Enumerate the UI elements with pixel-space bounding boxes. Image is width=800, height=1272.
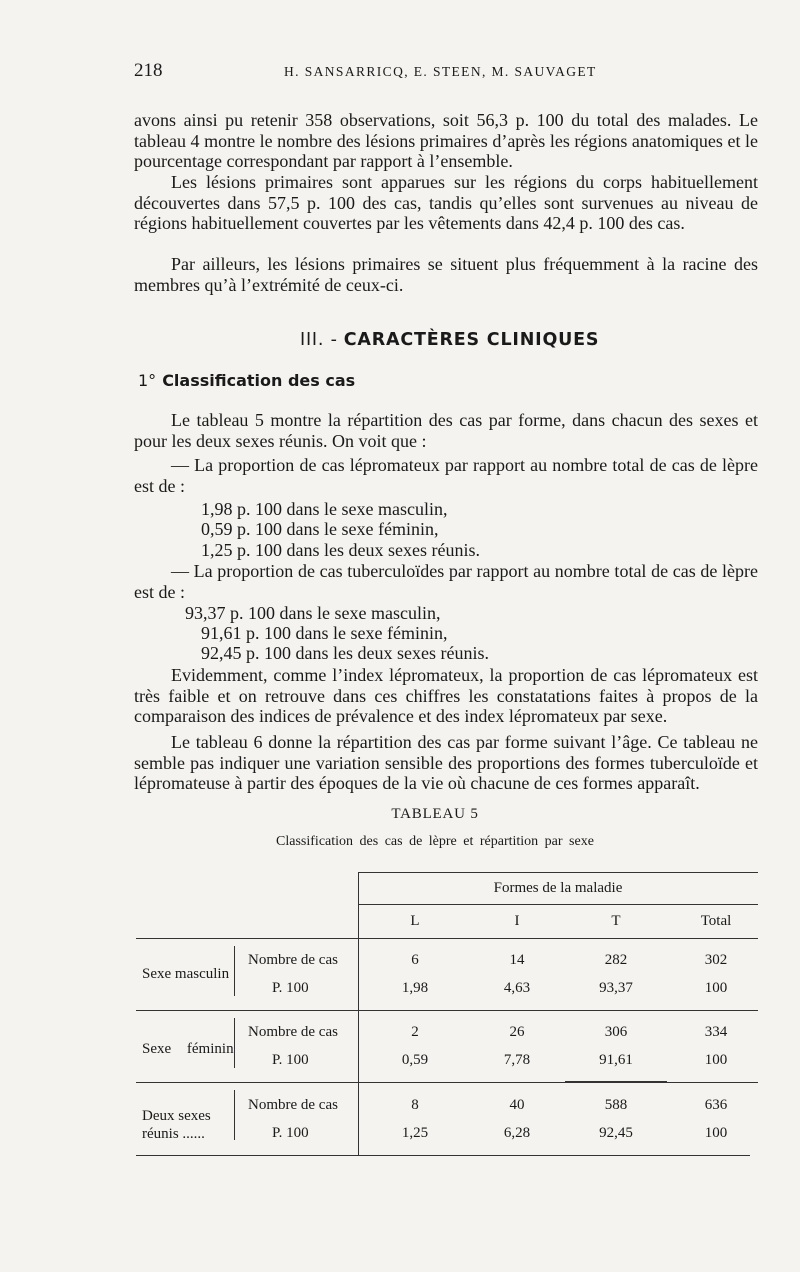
paragraph-7: Evidemment, comme l’index lépromateux, la proportion de cas lépromateux est très faible et on retrouve dans ces chiffres les constatations faites à propos de la comparaison des indices de prévalence et des index lépromateux par sexe.: [134, 665, 758, 727]
row-label-count: Nombre de cas: [248, 952, 338, 968]
table-cell: 282: [604, 952, 628, 968]
column-header-t: T: [611, 913, 621, 929]
section-title: CARACTÈRES CLINIQUES: [343, 330, 600, 350]
table-cell: 302: [704, 952, 728, 968]
paragraph-4: Le tableau 5 montre la répartition des cas par forme, dans chacun des sexes et pour les deux sexes réunis. On voit que :: [134, 410, 758, 451]
table-cell: 6,28: [503, 1125, 531, 1141]
row-label-pct: P. 100: [272, 1052, 309, 1068]
paragraph-2: Les lésions primaires sont apparues sur les régions du corps habituellement découvertes dans 57,5 p. 100 des cas, tandis qu’elles sont survenues au niveau de régions habituellement couvertes par les vêtements dans 42,4 p. 100 des cas.: [134, 172, 758, 234]
group-label-both-line1: Deux sexes: [142, 1108, 211, 1124]
list-item-lepro-male: 1,98 p. 100 dans le sexe masculin,: [201, 499, 448, 519]
paragraph-3: Par ailleurs, les lésions primaires se situent plus fréquemment à la racine des membres qu’à l’extrémité de ceux-ci.: [134, 254, 758, 295]
group-label-female: Sexe féminin: [142, 1041, 234, 1057]
group-bracket-2: [234, 1018, 235, 1068]
list-item-lepro-female: 0,59 p. 100 dans le sexe féminin,: [201, 519, 439, 539]
column-header-i: I: [514, 913, 520, 929]
subsection-number: 1°: [138, 371, 157, 390]
row-label-pct: P. 100: [272, 1125, 309, 1141]
table-cell: 100: [704, 980, 728, 996]
row-label-count: Nombre de cas: [248, 1097, 338, 1113]
table-bottom-rule: [136, 1155, 750, 1156]
section-heading: [300, 330, 599, 350]
table-cell: 4,63: [503, 980, 531, 996]
group-bracket-1: [234, 946, 235, 996]
table-cell: 636: [704, 1097, 728, 1113]
paragraph-8: Le tableau 6 donne la répartition des cas par forme suivant l’âge. Ce tableau ne semble pas indiquer une variation sensible des proportions des formes tuberculoïde et lépromateuse à partir des époques de la vie où chacune de ces formes apparaît.: [134, 732, 758, 794]
table-group-header: Formes de la maladie: [493, 880, 623, 896]
table-subtitle: Classification des cas de lèpre et répartition par sexe: [276, 834, 594, 849]
group-bracket-3: [234, 1090, 235, 1140]
page-header: [134, 60, 758, 88]
column-header-l: L: [410, 913, 420, 929]
table-top-rule: [358, 872, 758, 873]
list-item-lepro-both: 1,25 p. 100 dans les deux sexes réunis.: [201, 540, 480, 560]
table-cell: 100: [704, 1052, 728, 1068]
table-cell: 0,59: [401, 1052, 429, 1068]
group-label-both-line2: réunis ......: [142, 1126, 205, 1142]
table-cell: 40: [509, 1097, 525, 1113]
table-cell: 26: [509, 1024, 525, 1040]
subsection-title: Classification des cas: [162, 371, 356, 390]
table-row-rule-1: [136, 1010, 758, 1011]
column-header-total: Total: [700, 913, 732, 929]
table-cell: 14: [509, 952, 525, 968]
table-cell: 1,98: [401, 980, 429, 996]
table-caption: TABLEAU 5: [391, 806, 479, 822]
table-cell: 100: [704, 1125, 728, 1141]
table-cell: 6: [411, 952, 419, 968]
table-emphasis-rule: [565, 1081, 667, 1083]
table-cell: 588: [604, 1097, 628, 1113]
table-cell: 2: [411, 1024, 419, 1040]
list-item-tuber-both: 92,45 p. 100 dans les deux sexes réunis.: [201, 643, 489, 663]
paragraph-6: — La proportion de cas tuberculoïdes par rapport au nombre total de cas de lèpre est de :: [134, 561, 758, 602]
paragraph-1: avons ainsi pu retenir 358 observations, soit 56,3 p. 100 du total des malades. Le tableau 4 montre le nombre des lésions primaires d’après les régions anatomiques et le pourcentage correspondant par rapport à l’ensemble.: [134, 110, 758, 172]
table-cell: 92,45: [599, 1125, 633, 1141]
running-head: H. SANSARRICQ, E. STEEN, M. SAUVAGET: [284, 64, 597, 79]
list-item-tuber-male: 93,37 p. 100 dans le sexe masculin,: [185, 603, 441, 623]
table-cell: 1,25: [401, 1125, 429, 1141]
section-number: III. -: [300, 330, 338, 350]
group-label-male: Sexe masculin: [142, 966, 230, 982]
paragraph-5: — La proportion de cas lépromateux par rapport au nombre total de cas de lèpre est de :: [134, 455, 758, 496]
table-cell: 334: [704, 1024, 728, 1040]
table-cell: 8: [411, 1097, 419, 1113]
table-group-rule: [358, 904, 758, 905]
table-cell: 7,78: [503, 1052, 531, 1068]
table-vertical-rule: [358, 872, 359, 1155]
table-cell: 93,37: [599, 980, 633, 996]
table-cell: 91,61: [599, 1052, 633, 1068]
row-label-count: Nombre de cas: [248, 1024, 338, 1040]
table-header-rule: [136, 938, 758, 939]
row-label-pct: P. 100: [272, 980, 309, 996]
subsection-heading: [138, 371, 355, 390]
list-item-tuber-female: 91,61 p. 100 dans le sexe féminin,: [201, 623, 448, 643]
table-cell: 306: [604, 1024, 628, 1040]
page-number: 218: [134, 60, 163, 81]
